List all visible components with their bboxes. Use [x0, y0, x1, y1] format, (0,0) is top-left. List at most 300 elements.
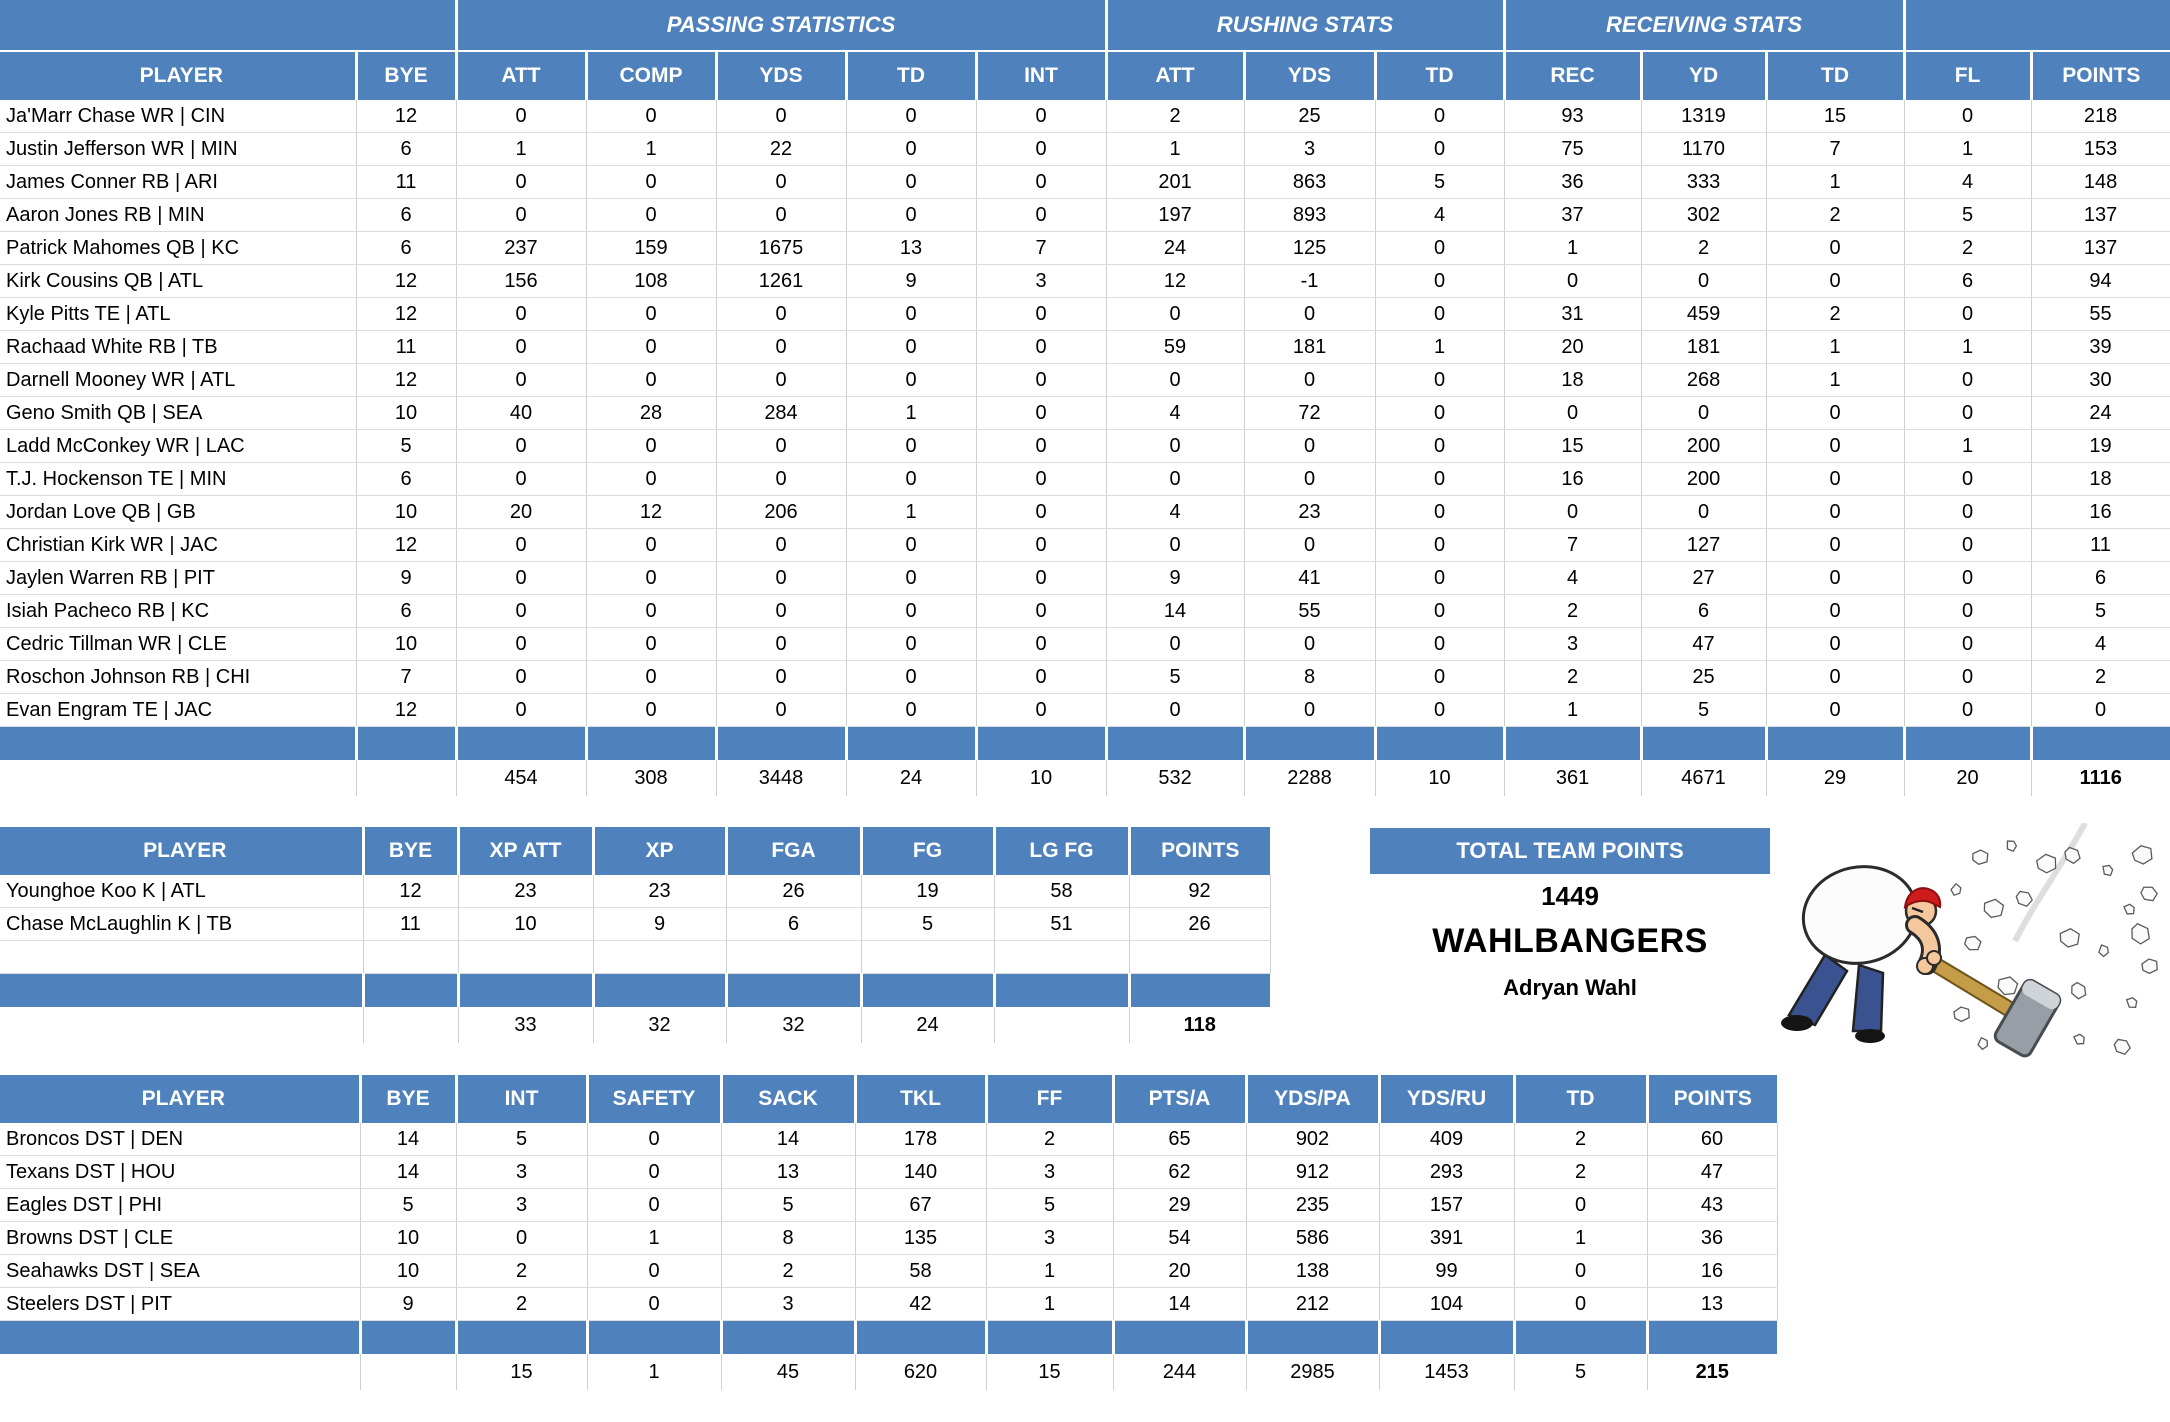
team-total-points: 1449: [1541, 881, 1599, 911]
stat-cell: 11: [363, 908, 458, 941]
stat-cell: 14: [721, 1123, 855, 1156]
player-cell: Texans DST | HOU: [0, 1156, 360, 1189]
stat-cell: 16: [1504, 463, 1641, 496]
stat-cell: 0: [976, 100, 1106, 133]
stat-cell: 0: [716, 661, 846, 694]
stat-cell: 2: [456, 1255, 587, 1288]
stat-cell: 0: [976, 364, 1106, 397]
stat-cell: 391: [1379, 1222, 1514, 1255]
stat-cell: 22: [716, 133, 846, 166]
total-cell: [0, 760, 356, 796]
total-points-cell: 118: [1129, 1007, 1270, 1043]
stat-cell: 0: [1106, 694, 1244, 727]
player-cell: Aaron Jones RB | MIN: [0, 199, 356, 232]
stat-cell: 0: [586, 364, 716, 397]
stat-cell: 0: [1766, 397, 1904, 430]
stat-cell: 19: [2031, 430, 2170, 463]
total-points-cell: 215: [1647, 1354, 1777, 1390]
stat-cell: 0: [1375, 265, 1504, 298]
stat-cell: 333: [1641, 166, 1766, 199]
group-header-blank: [0, 0, 456, 51]
stat-cell: 212: [1246, 1288, 1379, 1321]
stat-cell: 0: [976, 463, 1106, 496]
table-row: [0, 562, 2170, 595]
stat-cell: 0: [1106, 430, 1244, 463]
column-header-pass-att: ATT: [456, 51, 586, 100]
player-cell: Patrick Mahomes QB | KC: [0, 232, 356, 265]
column-header-row: [0, 827, 1270, 875]
stat-cell: 5: [356, 430, 456, 463]
stat-cell: 1: [1375, 331, 1504, 364]
stat-cell: 10: [360, 1255, 456, 1288]
stat-cell: 0: [586, 595, 716, 628]
stat-cell: 3: [986, 1156, 1113, 1189]
stat-cell: 0: [846, 133, 976, 166]
stat-cell: 0: [716, 364, 846, 397]
stat-cell: 16: [1647, 1255, 1777, 1288]
stat-cell: 0: [976, 694, 1106, 727]
stat-cell: 0: [456, 166, 586, 199]
stat-cell: 1: [1504, 232, 1641, 265]
stat-cell: 1170: [1641, 133, 1766, 166]
stat-cell: 0: [586, 100, 716, 133]
player-cell: Seahawks DST | SEA: [0, 1255, 360, 1288]
player-cell: Evan Engram TE | JAC: [0, 694, 356, 727]
stat-cell: 72: [1244, 397, 1375, 430]
stat-cell: 0: [1904, 298, 2031, 331]
stat-cell: 99: [1379, 1255, 1514, 1288]
stat-cell: 302: [1641, 199, 1766, 232]
stat-cell: 1: [587, 1222, 721, 1255]
stat-cell: 0: [846, 463, 976, 496]
stat-cell: 0: [1641, 496, 1766, 529]
stat-cell: 1: [986, 1255, 1113, 1288]
stat-cell: 11: [356, 331, 456, 364]
stat-cell: 1: [1766, 166, 1904, 199]
player-cell: Cedric Tillman WR | CLE: [0, 628, 356, 661]
column-header-td: TD: [1514, 1075, 1647, 1123]
stat-cell: 0: [976, 166, 1106, 199]
dst-stats-table: [0, 1075, 1778, 1390]
stat-cell: 178: [855, 1123, 986, 1156]
stat-cell: 5: [721, 1189, 855, 1222]
column-header-pts-a: PTS/A: [1113, 1075, 1246, 1123]
totals-row: [0, 1354, 1777, 1390]
stat-cell: 24: [1106, 232, 1244, 265]
stat-cell: 0: [1244, 298, 1375, 331]
group-header-blank: [1904, 0, 2170, 51]
stat-cell: 5: [1904, 199, 2031, 232]
stat-cell: 0: [846, 628, 976, 661]
stat-cell: 0: [1766, 694, 1904, 727]
column-header-points: POINTS: [2031, 51, 2170, 100]
stat-cell: 0: [456, 364, 586, 397]
column-header-tkl: TKL: [855, 1075, 986, 1123]
table-row: [0, 1288, 1777, 1321]
stat-cell: 0: [1375, 496, 1504, 529]
column-header-rush-td: TD: [1375, 51, 1504, 100]
stat-cell: 1: [1904, 331, 2031, 364]
stat-cell: 0: [976, 199, 1106, 232]
stat-cell: 0: [1504, 397, 1641, 430]
stat-cell: 218: [2031, 100, 2170, 133]
stat-cell: 3: [721, 1288, 855, 1321]
total-cell: 308: [586, 760, 716, 796]
player-cell: Geno Smith QB | SEA: [0, 397, 356, 430]
stat-cell: 23: [458, 875, 593, 908]
stat-cell: 10: [356, 496, 456, 529]
separator-row: [0, 1321, 1777, 1355]
player-cell: Steelers DST | PIT: [0, 1288, 360, 1321]
table-row: [0, 1189, 1777, 1222]
stat-cell: 0: [456, 1222, 587, 1255]
stat-cell: 197: [1106, 199, 1244, 232]
table-row: [0, 397, 2170, 430]
stat-cell: 0: [587, 1288, 721, 1321]
total-cell: [0, 1354, 360, 1390]
stat-cell: 20: [456, 496, 586, 529]
stat-cell: 9: [593, 908, 726, 941]
totals-row: [0, 760, 2170, 796]
column-header-safety: SAFETY: [587, 1075, 721, 1123]
stat-cell: 0: [976, 595, 1106, 628]
stat-cell: 5: [1106, 661, 1244, 694]
total-cell: [360, 1354, 456, 1390]
table-row: [0, 265, 2170, 298]
stat-cell: 20: [1504, 331, 1641, 364]
player-cell: Justin Jefferson WR | MIN: [0, 133, 356, 166]
player-cell: Isiah Pacheco RB | KC: [0, 595, 356, 628]
column-header-xp: XP: [593, 827, 726, 875]
stat-cell: 0: [456, 529, 586, 562]
stat-cell: 26: [726, 875, 861, 908]
stat-cell: 15: [1766, 100, 1904, 133]
table-row: [0, 661, 2170, 694]
stat-cell: 59: [1106, 331, 1244, 364]
stat-cell: 206: [716, 496, 846, 529]
stat-cell: 0: [456, 562, 586, 595]
total-cell: 1453: [1379, 1354, 1514, 1390]
stat-cell: 1: [846, 496, 976, 529]
stat-cell: 0: [587, 1123, 721, 1156]
stat-cell: 1: [1514, 1222, 1647, 1255]
stat-cell: 0: [1244, 694, 1375, 727]
group-header-row: [0, 0, 2170, 51]
total-cell: [363, 1007, 458, 1043]
total-cell: 29: [1766, 760, 1904, 796]
stat-cell: 18: [1504, 364, 1641, 397]
stat-cell: 1: [1766, 364, 1904, 397]
stat-cell: 13: [721, 1156, 855, 1189]
player-cell: Christian Kirk WR | JAC: [0, 529, 356, 562]
stat-cell: 29: [1113, 1189, 1246, 1222]
stat-cell: 0: [1106, 298, 1244, 331]
stat-cell: 67: [855, 1189, 986, 1222]
group-header-passing: PASSING STATISTICS: [456, 0, 1106, 51]
stat-cell: 0: [456, 628, 586, 661]
stat-cell: 0: [716, 166, 846, 199]
table-row: [0, 100, 2170, 133]
stat-cell: 0: [1244, 364, 1375, 397]
total-cell: 10: [976, 760, 1106, 796]
stat-cell: 0: [1375, 529, 1504, 562]
stat-cell: 0: [1375, 364, 1504, 397]
stat-cell: 0: [1514, 1288, 1647, 1321]
stat-cell: 0: [1904, 628, 2031, 661]
stat-cell: 58: [855, 1255, 986, 1288]
stat-cell: 0: [846, 529, 976, 562]
stat-cell: 0: [1504, 265, 1641, 298]
stat-cell: 863: [1244, 166, 1375, 199]
stat-cell: 181: [1244, 331, 1375, 364]
stat-cell: 3: [1244, 133, 1375, 166]
stat-cell: 3: [986, 1222, 1113, 1255]
stat-cell: 3: [1504, 628, 1641, 661]
stat-cell: 0: [1766, 265, 1904, 298]
stat-cell: 0: [1904, 463, 2031, 496]
stat-cell: 94: [2031, 265, 2170, 298]
player-cell: Kyle Pitts TE | ATL: [0, 298, 356, 331]
player-cell: Darnell Mooney WR | ATL: [0, 364, 356, 397]
stat-cell: 0: [846, 100, 976, 133]
stat-cell: 0: [1375, 397, 1504, 430]
stat-cell: 25: [1244, 100, 1375, 133]
stat-cell: 4: [1504, 562, 1641, 595]
column-header-rush-yds: YDS: [1244, 51, 1375, 100]
column-header-lg-fg: LG FG: [994, 827, 1129, 875]
table-row: [0, 232, 2170, 265]
total-cell: [0, 1007, 363, 1043]
stat-cell: 0: [976, 562, 1106, 595]
stat-cell: 3: [456, 1189, 587, 1222]
stat-cell: 138: [1246, 1255, 1379, 1288]
player-cell: Rachaad White RB | TB: [0, 331, 356, 364]
stat-cell: 0: [456, 463, 586, 496]
total-cell: 45: [721, 1354, 855, 1390]
total-cell: 5: [1514, 1354, 1647, 1390]
table-row: [0, 331, 2170, 364]
stat-cell: 201: [1106, 166, 1244, 199]
stat-cell: 1261: [716, 265, 846, 298]
stat-cell: 1: [1904, 430, 2031, 463]
table-row: [0, 529, 2170, 562]
stat-cell: 41: [1244, 562, 1375, 595]
stat-cell: 12: [356, 694, 456, 727]
stat-cell: 0: [456, 694, 586, 727]
stat-cell: 0: [586, 661, 716, 694]
stat-cell: 0: [456, 331, 586, 364]
group-header-rushing: RUSHING STATS: [1106, 0, 1504, 51]
stat-cell: 0: [1904, 694, 2031, 727]
stat-cell: 51: [994, 908, 1129, 941]
stat-cell: 140: [855, 1156, 986, 1189]
total-cell: 454: [456, 760, 586, 796]
table-row: [0, 133, 2170, 166]
stat-cell: 0: [846, 562, 976, 595]
total-cell: 24: [861, 1007, 994, 1043]
stat-cell: 92: [1129, 875, 1270, 908]
stat-cell: 12: [356, 265, 456, 298]
stat-cell: 0: [1904, 562, 2031, 595]
stat-cell: 60: [1647, 1123, 1777, 1156]
column-header-bye: BYE: [356, 51, 456, 100]
total-cell: 10: [1375, 760, 1504, 796]
stat-cell: 20: [1113, 1255, 1246, 1288]
stat-cell: 6: [726, 908, 861, 941]
total-cell: [356, 760, 456, 796]
stat-cell: 0: [846, 430, 976, 463]
stat-cell: 0: [846, 364, 976, 397]
stat-cell: 58: [994, 875, 1129, 908]
table-row: [0, 908, 1270, 941]
stat-cell: 0: [1766, 463, 1904, 496]
stat-cell: 14: [1106, 595, 1244, 628]
stat-cell: 6: [356, 463, 456, 496]
stat-cell: 0: [2031, 694, 2170, 727]
sledgehammer-icon: [1921, 952, 2062, 1058]
stat-cell: 0: [1641, 397, 1766, 430]
stat-cell: 10: [360, 1222, 456, 1255]
stat-cell: 6: [356, 133, 456, 166]
stat-cell: -1: [1244, 265, 1375, 298]
column-header-fl: FL: [1904, 51, 2031, 100]
stat-cell: 0: [456, 595, 586, 628]
stat-cell: 1: [1766, 331, 1904, 364]
stat-cell: 153: [2031, 133, 2170, 166]
stat-cell: 0: [1904, 100, 2031, 133]
stat-cell: 43: [1647, 1189, 1777, 1222]
column-header-pass-td: TD: [846, 51, 976, 100]
stat-cell: 0: [716, 628, 846, 661]
stat-cell: 1: [986, 1288, 1113, 1321]
stat-cell: 148: [2031, 166, 2170, 199]
stat-cell: 293: [1379, 1156, 1514, 1189]
stat-cell: 159: [586, 232, 716, 265]
stat-cell: 0: [1106, 364, 1244, 397]
player-cell: T.J. Hockenson TE | MIN: [0, 463, 356, 496]
stat-cell: 108: [586, 265, 716, 298]
stat-cell: 40: [456, 397, 586, 430]
table-row: [0, 463, 2170, 496]
stat-cell: 2: [2031, 661, 2170, 694]
stat-cell: 24: [2031, 397, 2170, 430]
empty-row: [0, 941, 1270, 974]
stat-cell: 23: [593, 875, 726, 908]
stat-cell: 62: [1113, 1156, 1246, 1189]
stat-cell: 0: [1766, 496, 1904, 529]
column-header-points: POINTS: [1129, 827, 1270, 875]
stat-cell: 0: [1375, 694, 1504, 727]
stat-cell: 2: [456, 1288, 587, 1321]
stat-cell: 0: [586, 562, 716, 595]
hammer-man-clipart: [1775, 823, 2170, 1068]
total-cell: 24: [846, 760, 976, 796]
stat-cell: 902: [1246, 1123, 1379, 1156]
table-row: [0, 1156, 1777, 1189]
total-cell: 620: [855, 1354, 986, 1390]
stat-cell: 0: [846, 661, 976, 694]
total-cell: 15: [456, 1354, 587, 1390]
stat-cell: 0: [1766, 562, 1904, 595]
table-row: [0, 1123, 1777, 1156]
stat-cell: 4: [1106, 496, 1244, 529]
stat-cell: 237: [456, 232, 586, 265]
stat-cell: 0: [1904, 529, 2031, 562]
stat-cell: 2: [1766, 199, 1904, 232]
stat-cell: 27: [1641, 562, 1766, 595]
stat-cell: 1: [586, 133, 716, 166]
stat-cell: 0: [716, 529, 846, 562]
kicker-stats-table: [0, 827, 1271, 1043]
stat-cell: 0: [1766, 529, 1904, 562]
table-row: [0, 496, 2170, 529]
stat-cell: 2: [1514, 1156, 1647, 1189]
stat-cell: 0: [1244, 463, 1375, 496]
table-row: [0, 1222, 1777, 1255]
column-header-pass-yds: YDS: [716, 51, 846, 100]
stat-cell: 1319: [1641, 100, 1766, 133]
stat-cell: 2: [1766, 298, 1904, 331]
stat-cell: 0: [1904, 397, 2031, 430]
total-cell: 33: [458, 1007, 593, 1043]
stat-cell: 2: [1504, 661, 1641, 694]
stat-cell: 15: [1504, 430, 1641, 463]
stat-cell: 157: [1379, 1189, 1514, 1222]
stat-cell: 0: [1904, 661, 2031, 694]
stat-cell: 23: [1244, 496, 1375, 529]
stat-cell: 75: [1504, 133, 1641, 166]
stat-cell: 0: [716, 100, 846, 133]
stat-cell: 0: [586, 529, 716, 562]
rock-debris-icon: [1942, 838, 2159, 1057]
table-row: [0, 430, 2170, 463]
stat-cell: 0: [587, 1255, 721, 1288]
table-row: [0, 628, 2170, 661]
stat-cell: 0: [976, 529, 1106, 562]
player-cell: Ladd McConkey WR | LAC: [0, 430, 356, 463]
stat-cell: 39: [2031, 331, 2170, 364]
column-header-rec: REC: [1504, 51, 1641, 100]
stat-cell: 284: [716, 397, 846, 430]
stat-cell: 12: [356, 100, 456, 133]
stat-cell: 7: [356, 661, 456, 694]
total-cell: 15: [986, 1354, 1113, 1390]
stat-cell: 47: [1641, 628, 1766, 661]
stat-cell: 10: [458, 908, 593, 941]
table-row: [0, 199, 2170, 232]
stat-cell: 268: [1641, 364, 1766, 397]
stat-cell: 4: [1375, 199, 1504, 232]
stat-cell: 0: [1375, 100, 1504, 133]
stat-cell: 0: [976, 628, 1106, 661]
stat-cell: 235: [1246, 1189, 1379, 1222]
stat-cell: 0: [1904, 595, 2031, 628]
stat-cell: 0: [1375, 232, 1504, 265]
stat-cell: 0: [1641, 265, 1766, 298]
stat-cell: 5: [456, 1123, 587, 1156]
stat-cell: 1675: [716, 232, 846, 265]
stat-cell: 12: [363, 875, 458, 908]
stat-cell: 0: [1106, 529, 1244, 562]
total-cell: [994, 1007, 1129, 1043]
total-cell: 3448: [716, 760, 846, 796]
worker-figure: [1781, 856, 1941, 1043]
stat-cell: 4: [2031, 628, 2170, 661]
stat-cell: 14: [1113, 1288, 1246, 1321]
stat-cell: 0: [716, 595, 846, 628]
stat-cell: 0: [456, 298, 586, 331]
stat-cell: 11: [2031, 529, 2170, 562]
